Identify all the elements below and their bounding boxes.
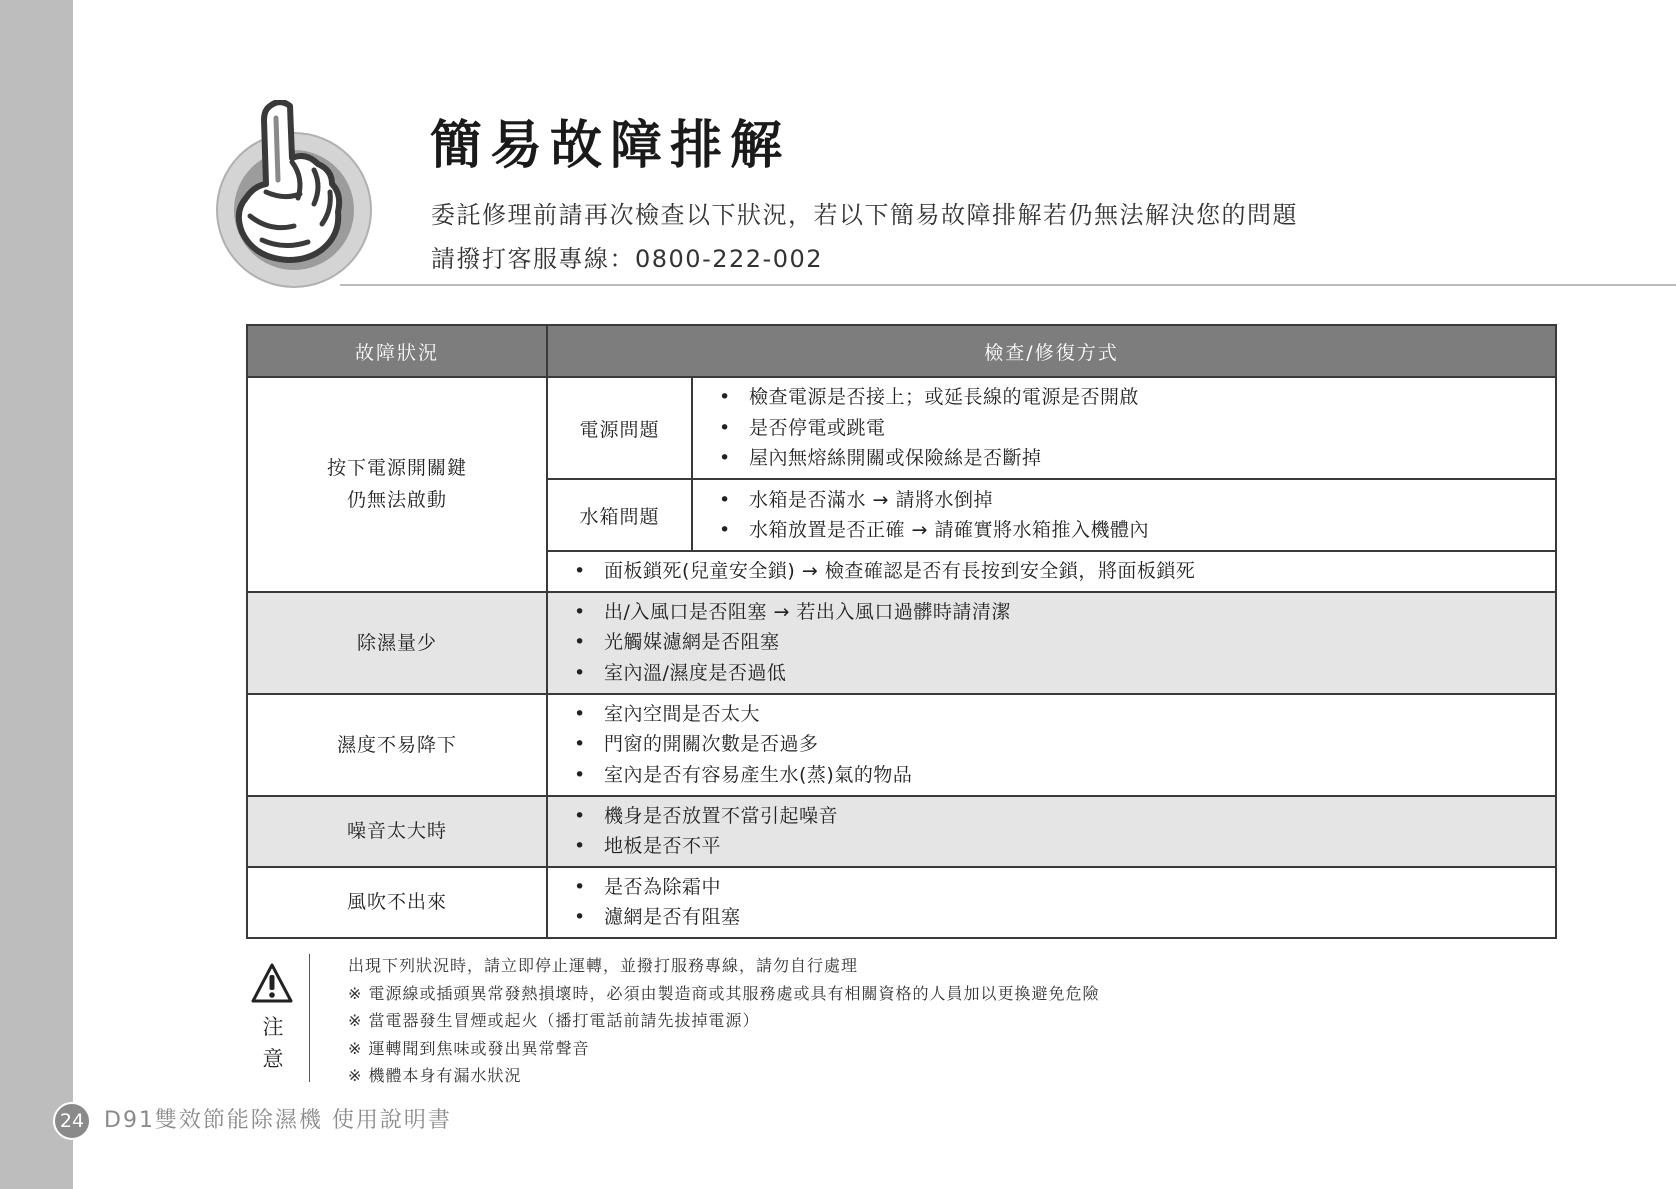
condition-cell: 濕度不易降下 [247, 694, 547, 796]
condition-text: 按下電源開關鍵 [326, 457, 467, 480]
list-item: • 室內是否有容易產生水(蒸)氣的物品 [574, 760, 1555, 791]
list-item: • 門窗的開關次數是否過多 [574, 729, 1555, 760]
footer-manual-title: D91雙效節能除濕機 使用說明書 [104, 1108, 452, 1133]
table-row [247, 694, 1556, 796]
table-row [247, 796, 1556, 867]
side-strip [0, 0, 73, 1189]
caution-line: 出現下列狀況時，請立即停止運轉，並撥打服務專線，請勿自行處理 [348, 956, 859, 975]
list-item: • 機身是否放置不當引起噪音 [574, 801, 1555, 832]
column-header-method: 檢查/修復方式 [547, 325, 1556, 377]
list-item: • 檢查電源是否接上；或延長線的電源是否開啟 [719, 382, 1555, 413]
list-item: • 地板是否不平 [574, 831, 1555, 862]
caution-line: ※ 運轉聞到焦味或發出異常聲音 [348, 1038, 590, 1058]
list-item: • 光觸媒濾網是否阻塞 [574, 627, 1555, 658]
page-title: 簡易故障排解 [430, 116, 791, 176]
method-cell [692, 377, 1556, 479]
list-item: • 面板鎖死(兒童安全鎖) → 檢查確認是否有長按到安全鎖，將面板鎖死 [574, 556, 1555, 587]
caution-line: ※ 電源線或插頭異常發熱損壞時，必須由製造商或其服務處或具有相關資格的人員加以更換避免危險 [348, 983, 1100, 1003]
caution-line: ※ 機體本身有漏水狀況 [348, 1066, 522, 1085]
table-header-row [247, 325, 1556, 377]
caution-divider [309, 954, 310, 1082]
hotline-text: 請撥打客服專線：0800-222-002 [431, 245, 824, 273]
troubleshooting-table [246, 324, 1557, 939]
list-item: • 室內空間是否太大 [574, 699, 1555, 730]
list-item: • 屋內無熔絲開關或保險絲是否斷掉 [719, 443, 1555, 474]
subcategory-power-issue: 電源問題 [547, 377, 692, 479]
list-item: • 水箱是否滿水 → 請將水倒掉 [719, 485, 1555, 516]
method-cell [547, 592, 1556, 694]
list-item: • 是否為除霜中 [574, 872, 1555, 903]
pointing-hand-logo-icon [214, 100, 374, 290]
caution-notes [348, 952, 1100, 1090]
table-row [247, 592, 1556, 694]
condition-cell: 除濕量少 [247, 592, 547, 694]
method-cell [547, 867, 1556, 938]
method-cell [547, 796, 1556, 867]
condition-text: 仍無法啟動 [346, 489, 447, 512]
table-row [247, 377, 1556, 479]
caution-line: ※ 當電器發生冒煙或起火（播打電話前請先拔掉電源） [348, 1011, 760, 1030]
method-cell [692, 479, 1556, 551]
intro-text: 委託修理前請再次檢查以下狀況，若以下簡易故障排解若仍無法解決您的問題 [431, 201, 1298, 229]
condition-cell: 風吹不出來 [247, 867, 547, 938]
caution-label [262, 1011, 284, 1075]
list-item: • 水箱放置是否正確 → 請確實將水箱推入機體內 [719, 515, 1555, 546]
column-header-condition: 故障狀況 [247, 325, 547, 377]
caution-label-char: 意 [262, 1047, 284, 1071]
method-cell [547, 694, 1556, 796]
page-number-badge: 24 [53, 1102, 91, 1140]
list-item: • 是否停電或跳電 [719, 413, 1555, 444]
list-item: • 室內溫/濕度是否過低 [574, 658, 1555, 689]
subcategory-tank-issue: 水箱問題 [547, 479, 692, 551]
condition-cell: 噪音太大時 [247, 796, 547, 867]
table-row [247, 867, 1556, 938]
warning-triangle-icon [250, 962, 294, 1006]
method-cell [547, 551, 1556, 592]
header-divider [340, 284, 1676, 286]
caution-label-char: 注 [262, 1015, 284, 1039]
list-item: • 濾網是否有阻塞 [574, 902, 1555, 933]
list-item: • 出/入風口是否阻塞 → 若出入風口過髒時請清潔 [574, 597, 1555, 628]
condition-cell [247, 377, 547, 592]
